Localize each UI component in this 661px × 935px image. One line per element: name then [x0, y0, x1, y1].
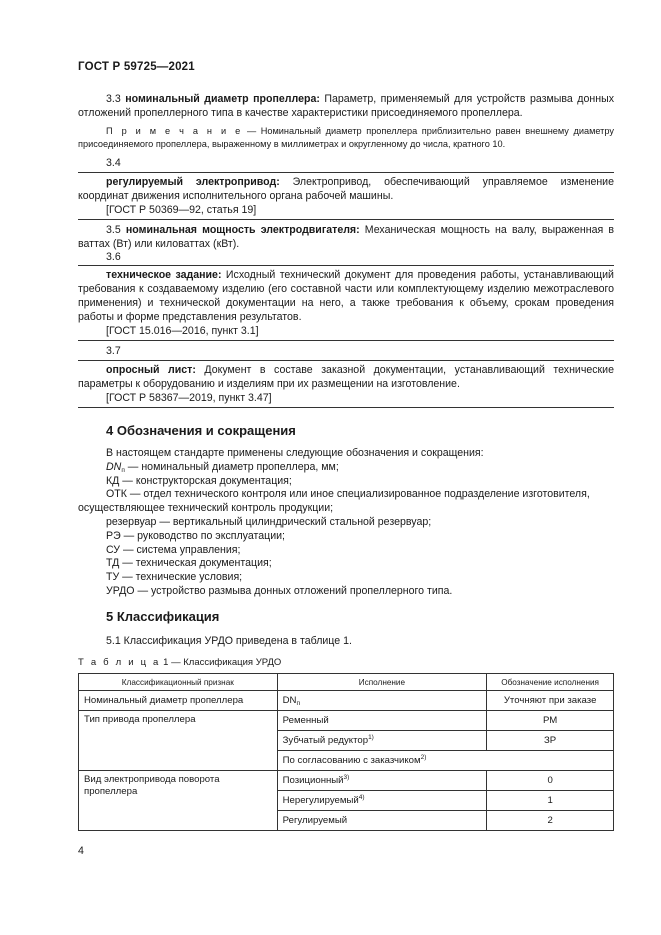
term-reference: [ГОСТ 15.016—2016, пункт 3.1]: [106, 325, 259, 337]
abbreviations-intro: В настоящем стандарте применены следующие обозначения и сокращения:: [106, 447, 484, 459]
list-item: $DN_п$ — номинальный диаметр пропеллера, мм;: [106, 460, 339, 474]
term-number-3-7: 3.7: [106, 345, 121, 357]
list-item: УРДО — устройство размыва донных отложений пропеллерного типа.: [106, 584, 453, 597]
table-cell: Регулируемый: [277, 811, 487, 831]
term-number-3-6: 3.6: [106, 251, 121, 263]
abbreviations-list: [78, 447, 614, 599]
term-name: техническое задание:: [106, 269, 222, 281]
term-number: 3.3: [106, 93, 121, 105]
table-cell: Уточняют при заказе: [487, 691, 614, 711]
section-5-title: 5 Классификация: [106, 609, 220, 624]
term-number-3-4: 3.4: [106, 157, 121, 169]
note-3-3: [78, 125, 614, 151]
list-item: СУ — система управления;: [106, 543, 241, 556]
paragraph-5-1: 5.1 Классификация УРДО приведена в таблице 1.: [106, 635, 352, 647]
term-name: номинальный диаметр пропеллера:: [125, 93, 320, 105]
table-header-row: [79, 674, 614, 691]
list-item: ТД — техническая документация;: [106, 557, 272, 570]
table-cell: По согласованию с заказчиком$^{2)}$: [277, 751, 613, 771]
list-item: ОТК — отдел технического контроля или иное специализированное подразделение изготовителя, осуществляющее технический контроль продукции;: [78, 488, 590, 515]
table-cell: 1: [487, 791, 614, 811]
term-3-5: [78, 223, 614, 251]
term-box-3-6: [78, 265, 614, 341]
term-reference: [ГОСТ Р 58367—2019, пункт 3.47]: [106, 392, 272, 404]
term-box-3-7: [78, 360, 614, 408]
table-cell: Позиционный$^{3)}$: [277, 771, 487, 791]
table-row: [79, 691, 614, 711]
table-row: [79, 711, 614, 731]
page-header: ГОСТ Р 59725—2021: [78, 61, 195, 73]
list-item: ТУ — технические условия;: [106, 571, 243, 584]
table-cell: РМ: [487, 711, 614, 731]
table-cell: Ременный: [277, 711, 487, 731]
list-item: КД — конструкторская документация;: [106, 474, 292, 487]
term-name: регулируемый электропривод:: [106, 176, 280, 188]
note-label: П р и м е ч а н и е: [106, 126, 243, 136]
column-header: Классификационный признак: [79, 674, 278, 691]
term-definition: Механическая мощность на валу, выраженная в ваттах (Вт) или киловаттах (кВт).: [78, 224, 614, 250]
list-item: РЭ — руководство по эксплуатации;: [106, 529, 285, 542]
section-4-title: 4 Обозначения и сокращения: [106, 423, 296, 438]
table-cell: 2: [487, 811, 614, 831]
table-cell: Зубчатый редуктор$^{1)}$: [277, 731, 487, 751]
table-cell: 0: [487, 771, 614, 791]
term-number: 3.5: [106, 224, 121, 236]
table-cell: Вид электропривода поворота пропеллера: [79, 771, 278, 831]
term-definition: Исходный технический документ для проведения работы, устанавливающий требования к создаваемому изделию (его составной части или комплектующему изделию межотраслевого применения) и технической документации на него, а также требования к объему, срокам проведения работы и форме представления результатов.: [78, 269, 614, 323]
term-definition: Документ в составе заказной документации, устанавливающий технические параметры к оборудованию и изделиям при их размещении на изготовление.: [78, 364, 614, 390]
column-header: Обозначение исполнения: [487, 674, 614, 691]
term-box-3-4: [78, 172, 614, 220]
column-header: Исполнение: [277, 674, 487, 691]
classification-table: [78, 673, 614, 831]
table-cell: $DN_п$: [277, 691, 487, 711]
note-text: — Номинальный диаметр пропеллера приблизительно равен внешнему диаметру присоединяемого пропеллера, выраженному в миллиметрах и округленному до числа, кратного 10.: [78, 126, 614, 149]
table-cell: Нерегулируемый$^{4)}$: [277, 791, 487, 811]
table-row: [79, 771, 614, 791]
table-cell: Номинальный диаметр пропеллера: [79, 691, 278, 711]
term-definition: Электропривод, обеспечивающий управляемое изменение координат движения исполнительного органа рабочей машины.: [78, 176, 614, 202]
term-3-3: [78, 92, 614, 120]
page-number: 4: [78, 845, 84, 857]
term-name: номинальная мощность электродвигателя:: [125, 224, 360, 236]
table-cell: ЗР: [487, 731, 614, 751]
list-item: резервуар — вертикальный цилиндрический стальной резервуар;: [106, 515, 432, 528]
term-name: опросный лист:: [106, 364, 196, 376]
table-cell: Тип привода пропеллера: [79, 711, 278, 771]
term-definition: Параметр, применяемый для устройств размыва донных отложений пропеллерного типа в качестве характеристики присоединяемого пропеллера.: [78, 93, 614, 119]
table-caption: Т а б л и ц а 1 — Классификация УРДО: [78, 657, 282, 668]
term-reference: [ГОСТ Р 50369—92, статья 19]: [106, 204, 257, 216]
